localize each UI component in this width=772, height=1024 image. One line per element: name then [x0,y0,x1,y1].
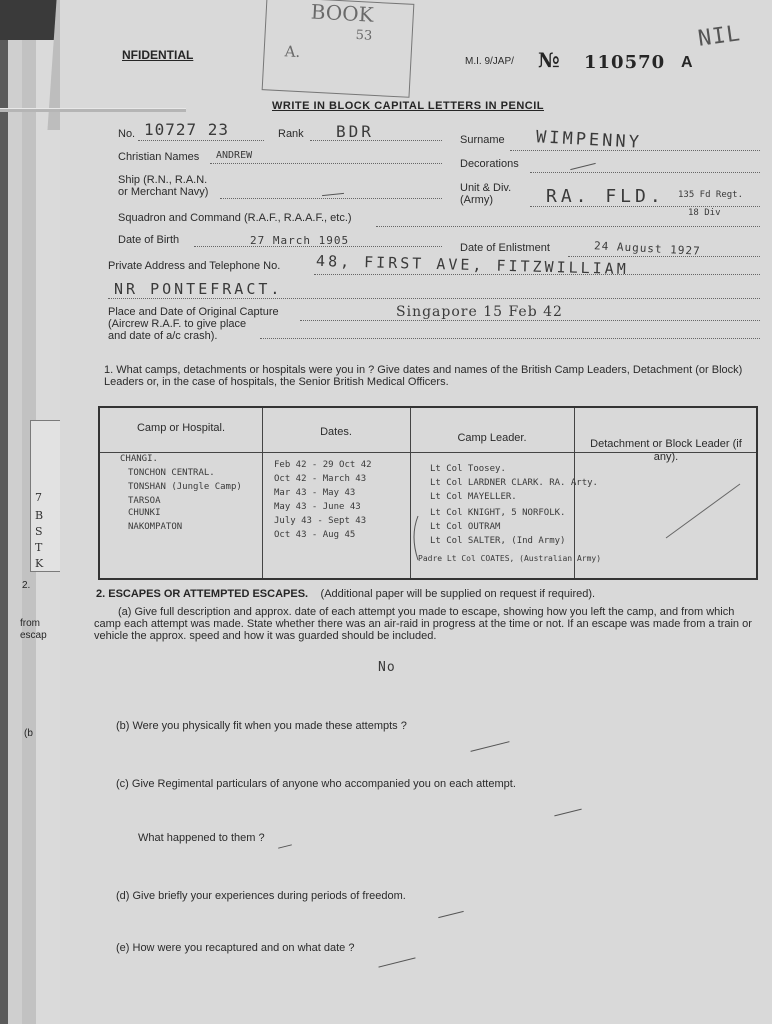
dash-mark [322,193,344,196]
dotted-line [138,140,264,141]
dob-value: 27 March 1905 [250,234,350,247]
side-card-letter: S [35,525,43,538]
dotted-line [108,298,760,299]
enlistment-value: 24 August 1927 [593,239,701,258]
dotted-line [210,163,442,164]
answer-a: No [378,660,396,675]
dotted-line [300,320,760,321]
leader-cell: Lt Col MAYELLER. [430,492,517,502]
question-c-follow-up: What happened to them ? [138,832,265,844]
no-label: No. [118,128,136,140]
camp-cell: TONSHAN (Jungle Camp) [128,482,242,492]
question-a: (a) Give full description and approx. date of each attempt you made to escape, showing how you left the camp, and from which camp each attempt was made. State whether there was an air-raid in progress at the time or not. If an escape was made from a train or vehicle the approx. speed and how it was guarded should be included. [94,606,752,642]
leader-cell: Padre Lt Col COATES, (Australian Army) [418,554,602,563]
binder-clip [0,0,60,40]
form-number: 110570 [584,52,666,73]
dash-mark [378,957,415,967]
side-card-letter: T [35,541,43,554]
dates-cell: May 43 - June 43 [274,502,361,512]
rank-label: Rank [278,128,304,140]
section2-heading: 2. ESCAPES OR ATTEMPTED ESCAPES. [96,588,309,600]
unit-note: 135 Fd Regt. [678,190,744,200]
table-header-detachment: Detachment or Block Leader (if any). [590,438,742,463]
camps-table [98,406,758,580]
side-card-letter: B [35,509,44,522]
camp-cell: TONCHON CENTRAL. [128,468,215,478]
diagonal-stroke [666,484,740,538]
capture-label: (Aircrew R.A.F. to give place [108,318,247,330]
tie-string [0,108,186,112]
camp-cell: NAKOMPATON [128,522,183,532]
leader-cell: Lt Col Toosey. [430,464,506,474]
form-page [60,0,772,1024]
squadron-label: Squadron and Command (R.A.F., R.A.A.F., etc.) [118,212,352,224]
unit-label: Unit & Div. [460,182,512,194]
table-header-camp: Camp or Hospital. [136,422,226,434]
brace-stroke [414,516,418,560]
address-label: Private Address and Telephone No. [108,260,281,272]
side-card-letter: K [35,557,44,570]
leader-cell: Lt Col OUTRAM [430,522,501,532]
dates-cell: July 43 - Sept 43 [274,516,367,526]
dotted-line [310,140,442,141]
dotted-line [376,226,760,227]
stamp-text: A. [284,42,301,62]
dates-cell: Oct 42 - March 43 [274,474,367,484]
address-value: 48, FIRST AVE, FITZWILLIAM [315,251,629,279]
section2-heading-note: (Additional paper will be supplied on request if required). [320,588,596,600]
capture-label: and date of a/c crash). [108,330,218,342]
capture-value: Singapore 15 Feb 42 [396,304,563,320]
nil-note: NIL [696,21,743,52]
unit-value: RA. FLD. [546,186,665,207]
service-number: 10727 23 [144,120,230,139]
leader-cell: Lt Col LARDNER CLARK. RA. Arty. [430,478,598,488]
leader-cell: Lt Col SALTER, (Ind Army) [430,536,566,546]
address-value-line-2: NR PONTEFRACT. [114,280,283,298]
dotted-line [568,256,760,257]
section1-question: 1. What camps, detachments or hospitals were you in ? Give dates and names of the British Camp Leaders, Detachment (or Block) Leaders or, in the case of hospitals, the Senior British Medical Officers. [104,364,743,388]
camp-cell: TARSOA [128,496,161,506]
confidential-label: NFIDENTIAL [122,48,194,62]
dash-mark [570,163,595,170]
table-header-camp-leader: Camp Leader. [457,432,527,444]
surname-label: Surname [460,134,505,146]
camp-cell: CHUNKI [128,508,161,518]
stamp-text: 53 [355,27,373,44]
side-card-letter: 7 [35,491,42,504]
ship-label: Ship (R.N., R.A.N. [118,174,208,186]
dotted-line [220,198,442,199]
edge-text: escap [20,630,47,641]
dates-cell: Oct 43 - Aug 45 [274,530,356,540]
form-ref: M.I. 9/JAP/ [465,56,514,67]
instruction-heading: WRITE IN BLOCK CAPITAL LETTERS IN PENCIL [272,100,544,112]
edge-number: 2. [22,580,31,591]
dates-cell: Mar 43 - May 43 [274,488,356,498]
dotted-line [260,338,760,339]
dotted-line [530,172,760,173]
decorations-label: Decorations [460,158,519,170]
file-stamp [262,0,415,98]
table-pen-strokes [100,408,752,574]
unit-label: (Army) [460,194,493,206]
table-header-dates: Dates. [320,426,352,438]
dash-mark [278,844,292,848]
dash-mark [554,809,581,817]
dash-mark [470,741,509,752]
dash-mark [438,911,463,918]
edge-text: from [20,618,40,629]
surname-value: WIMPENNY [535,127,643,153]
christian-names-label: Christian Names [118,151,200,163]
dob-label: Date of Birth [118,234,180,246]
ship-label: or Merchant Navy) [118,186,209,198]
question-e: (e) How were you recaptured and on what date ? [116,942,355,954]
unit-note: 18 Div [688,208,721,218]
edge-text: (b [24,728,33,739]
section2-heading-row [96,584,595,602]
camp-cell: CHANGI. [120,454,158,464]
christian-names-value: ANDREW [216,150,253,161]
dates-cell: Feb 42 - 29 Oct 42 [274,460,372,470]
question-b: (b) Were you physically fit when you made these attempts ? [116,720,407,732]
capture-label: Place and Date of Original Capture [108,306,279,318]
form-letter: A [681,54,693,71]
enlistment-label: Date of Enlistment [460,242,550,254]
question-d: (d) Give briefly your experiences during periods of freedom. [116,890,406,902]
question-c: (c) Give Regimental particulars of anyone who accompanied you on each attempt. [116,778,516,790]
number-mark: № [538,48,560,72]
stamp-text: BOOK [310,0,375,27]
leader-cell: Lt Col KNIGHT, 5 NORFOLK. [430,508,566,518]
rank-value: BDR [336,122,374,141]
